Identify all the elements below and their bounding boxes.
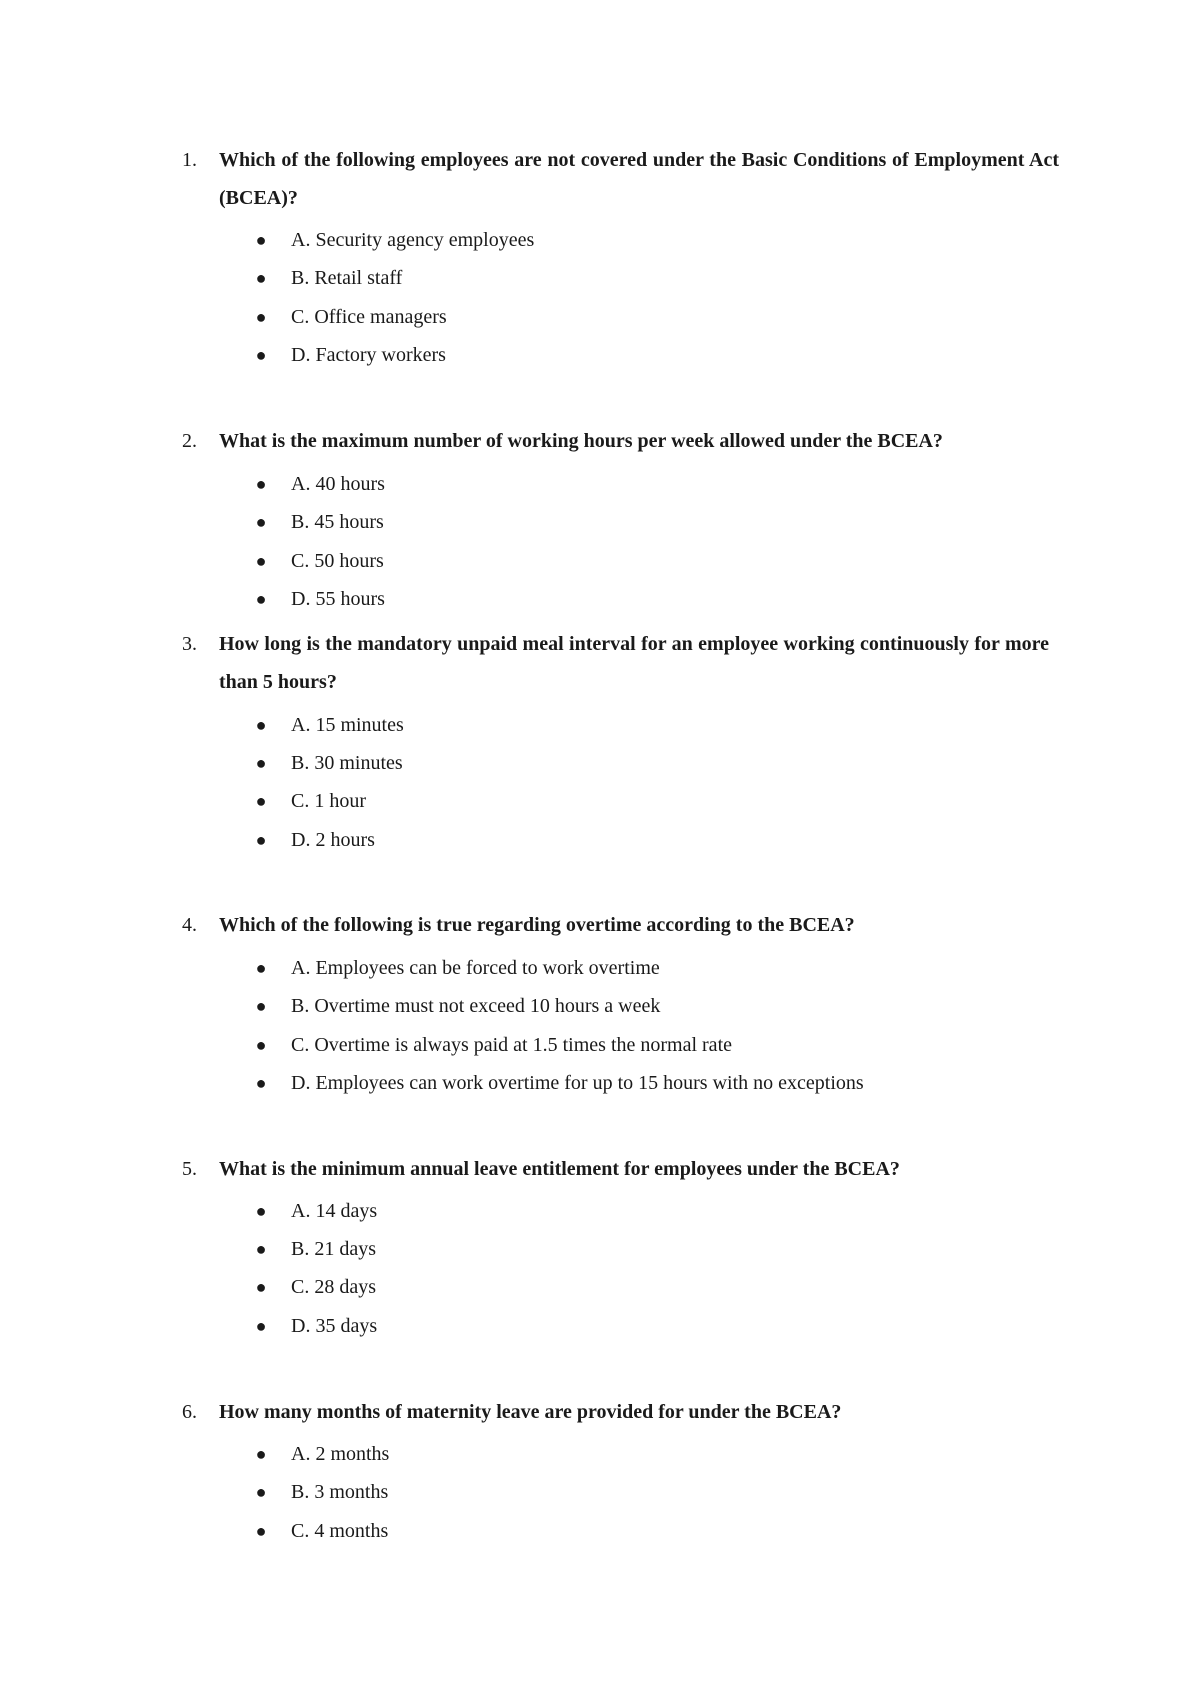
option-text: C. 50 hours (291, 550, 384, 572)
bullet-icon: ● (255, 715, 267, 735)
bullet-icon: ● (255, 307, 267, 327)
option-item (0, 744, 1000, 782)
option-text: C. Office managers (291, 306, 447, 328)
option-item (0, 221, 1000, 259)
option-text: A. 15 minutes (291, 714, 404, 736)
option-item (0, 1026, 1000, 1064)
bullet-icon: ● (255, 996, 267, 1016)
option-text: A. Employees can be forced to work overtime (291, 957, 660, 979)
bullet-icon: ● (255, 589, 267, 609)
bullet-icon: ● (255, 345, 267, 365)
option-item (0, 503, 1000, 541)
option-text: D. 55 hours (291, 588, 385, 610)
option-item (0, 949, 1000, 987)
option-text: A. 40 hours (291, 473, 385, 495)
option-text: A. 2 months (291, 1443, 390, 1465)
question-number: 6. (182, 1401, 197, 1423)
question-number: 5. (182, 1158, 197, 1180)
bullet-icon: ● (255, 791, 267, 811)
option-item (0, 987, 1000, 1025)
bullet-icon: ● (255, 512, 267, 532)
bullet-icon: ● (255, 830, 267, 850)
option-text: B. Retail staff (291, 267, 403, 289)
option-text: B. 3 months (291, 1481, 389, 1503)
bullet-icon: ● (255, 1521, 267, 1541)
question-text: How many months of maternity leave are provided for under the BCEA? (219, 1401, 842, 1423)
option-item (0, 1307, 1000, 1345)
option-text: C. 4 months (291, 1520, 389, 1542)
option-item (0, 706, 1000, 744)
option-item (0, 1230, 1000, 1268)
option-text: D. 2 hours (291, 829, 375, 851)
option-text: C. 28 days (291, 1276, 376, 1298)
option-text: B. 30 minutes (291, 752, 403, 774)
question-number: 2. (182, 430, 197, 452)
question-number: 3. (182, 633, 197, 655)
bullet-icon: ● (255, 1482, 267, 1502)
option-item (0, 782, 1000, 820)
bullet-icon: ● (255, 1073, 267, 1093)
option-text: C. 1 hour (291, 790, 366, 812)
option-item (0, 1473, 1000, 1511)
bullet-icon: ● (255, 1239, 267, 1259)
option-item (0, 1064, 1000, 1102)
option-item (0, 465, 1000, 503)
bullet-icon: ● (255, 230, 267, 250)
question-text: Which of the following is true regarding overtime according to the BCEA? (219, 914, 855, 936)
question-text: What is the minimum annual leave entitlement for employees under the BCEA? (219, 1158, 900, 1180)
bullet-icon: ● (255, 474, 267, 494)
option-text: C. Overtime is always paid at 1.5 times the normal rate (291, 1034, 732, 1056)
option-item (0, 1512, 1000, 1550)
option-item (0, 580, 1000, 618)
bullet-icon: ● (255, 1035, 267, 1055)
option-item (0, 1192, 1000, 1230)
option-item (0, 1268, 1000, 1306)
option-item (0, 259, 1000, 297)
bullet-icon: ● (255, 958, 267, 978)
bullet-icon: ● (255, 1201, 267, 1221)
question-number: 4. (182, 914, 197, 936)
bullet-icon: ● (255, 268, 267, 288)
question-text: What is the maximum number of working hours per week allowed under the BCEA? (219, 430, 943, 452)
question-number: 1. (182, 149, 197, 171)
option-text: D. Employees can work overtime for up to 15 hours with no exceptions (291, 1072, 864, 1094)
option-text: A. Security agency employees (291, 229, 535, 251)
option-text: D. Factory workers (291, 344, 446, 366)
option-item (0, 1435, 1000, 1473)
option-item (0, 336, 1000, 374)
bullet-icon: ● (255, 753, 267, 773)
option-item (0, 298, 1000, 336)
option-text: B. 21 days (291, 1238, 376, 1260)
option-text: A. 14 days (291, 1200, 378, 1222)
bullet-icon: ● (255, 1277, 267, 1297)
option-text: D. 35 days (291, 1315, 378, 1337)
bullet-icon: ● (255, 551, 267, 571)
bullet-icon: ● (255, 1316, 267, 1336)
option-text: B. 45 hours (291, 511, 384, 533)
option-text: B. Overtime must not exceed 10 hours a week (291, 995, 661, 1017)
question-text: Which of the following employees are not covered under the Basic Conditions of Employment Act (BCEA)? (219, 149, 1059, 209)
option-item (0, 821, 1000, 859)
option-item (0, 542, 1000, 580)
question-text: How long is the mandatory unpaid meal interval for an employee working continuously for more than 5 hours? (219, 633, 1049, 693)
bullet-icon: ● (255, 1444, 267, 1464)
